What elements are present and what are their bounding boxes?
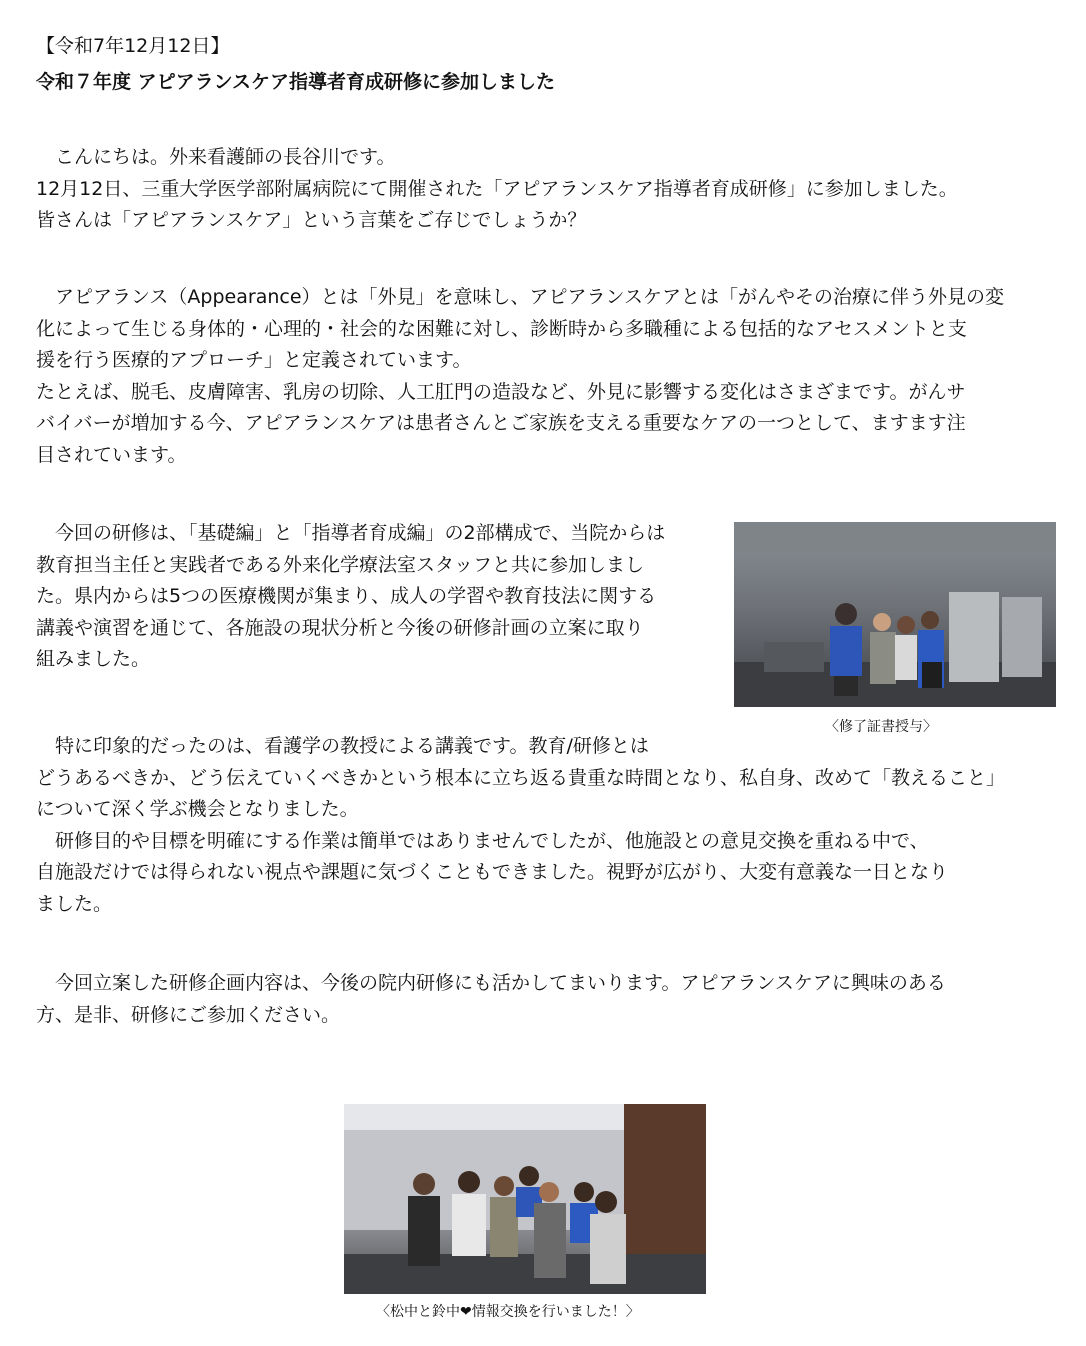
certificate-photo-image bbox=[734, 522, 1056, 707]
paragraph-intro: こんにちは。外来看護師の長谷川です。 12月12日、三重大学医学部附属病院にて開催された「アピアランスケア指導者育成研修」に参加しました。 皆さんは「アピアランスケア」という言葉をご存じでしょうか？ bbox=[36, 146, 958, 231]
paragraph-training: 今回の研修は、「基礎編」と「指導者育成編」の2部構成で、当院からは 教育担当主任と実践者である外来化学療法室スタッフと共に参加しまし た。県内からは5つの医療機関が集まり、成人の学習や教育技法に関する 講義や演習を通じて、各施設の現状分析と今後の研修計画の立案に取り 組みました。 bbox=[36, 522, 666, 670]
group-photo-caption: 〈松中と鈴中❤情報交換を行いました！〉 bbox=[376, 1304, 640, 1320]
article-title: 令和７年度 アピアランスケア指導者育成研修に参加しました bbox=[36, 71, 556, 93]
paragraph-impression: 特に印象的だったのは、看護学の教授による講義です。教育/研修とは どうあるべきか、どう伝えていくべきかという根本に立ち返る貴重な時間となり、私自身、改めて「教えること」 について深く学ぶ機会となりました。 研修目的や目標を明確にする作業は簡単ではありませんでしたが、他施設との意見交換を重ねる中で、 自施設だけでは得られない視点や課題に気づくこともできました。視野が広がり、大変有意義な一日となり ました。 bbox=[36, 735, 1006, 915]
group-photo-image bbox=[344, 1104, 706, 1294]
date-line: 【令和7年12月12日】 bbox=[36, 35, 230, 57]
group-photo bbox=[344, 1104, 706, 1294]
paragraph-closing: 今回立案した研修企画内容は、今後の院内研修にも活かしてまいります。アピアランスケアに興味のある 方、是非、研修にご参加ください。 bbox=[36, 972, 946, 1026]
paragraph-definition: アピアランス（Appearance）とは「外見」を意味し、アピアランスケアとは「がんやその治療に伴う外見の変 化によって生じる身体的・心理的・社会的な困難に対し、診断時から多職種による包括的なアセスメントと支 援を行う医療的アプローチ」と定義されています。 たとえば、脱毛、皮膚障害、乳房の切除、人工肛門の造設など、外見に影響する変化はさまざまです。がんサ バイバーが増加する今、アピアランスケアは患者さんとご家族を支える重要なケアの一つとして、ますます注 目されています。 bbox=[36, 286, 1004, 466]
certificate-photo-caption: 〈修了証書授与〉 bbox=[825, 719, 937, 735]
certificate-photo bbox=[734, 522, 1056, 707]
